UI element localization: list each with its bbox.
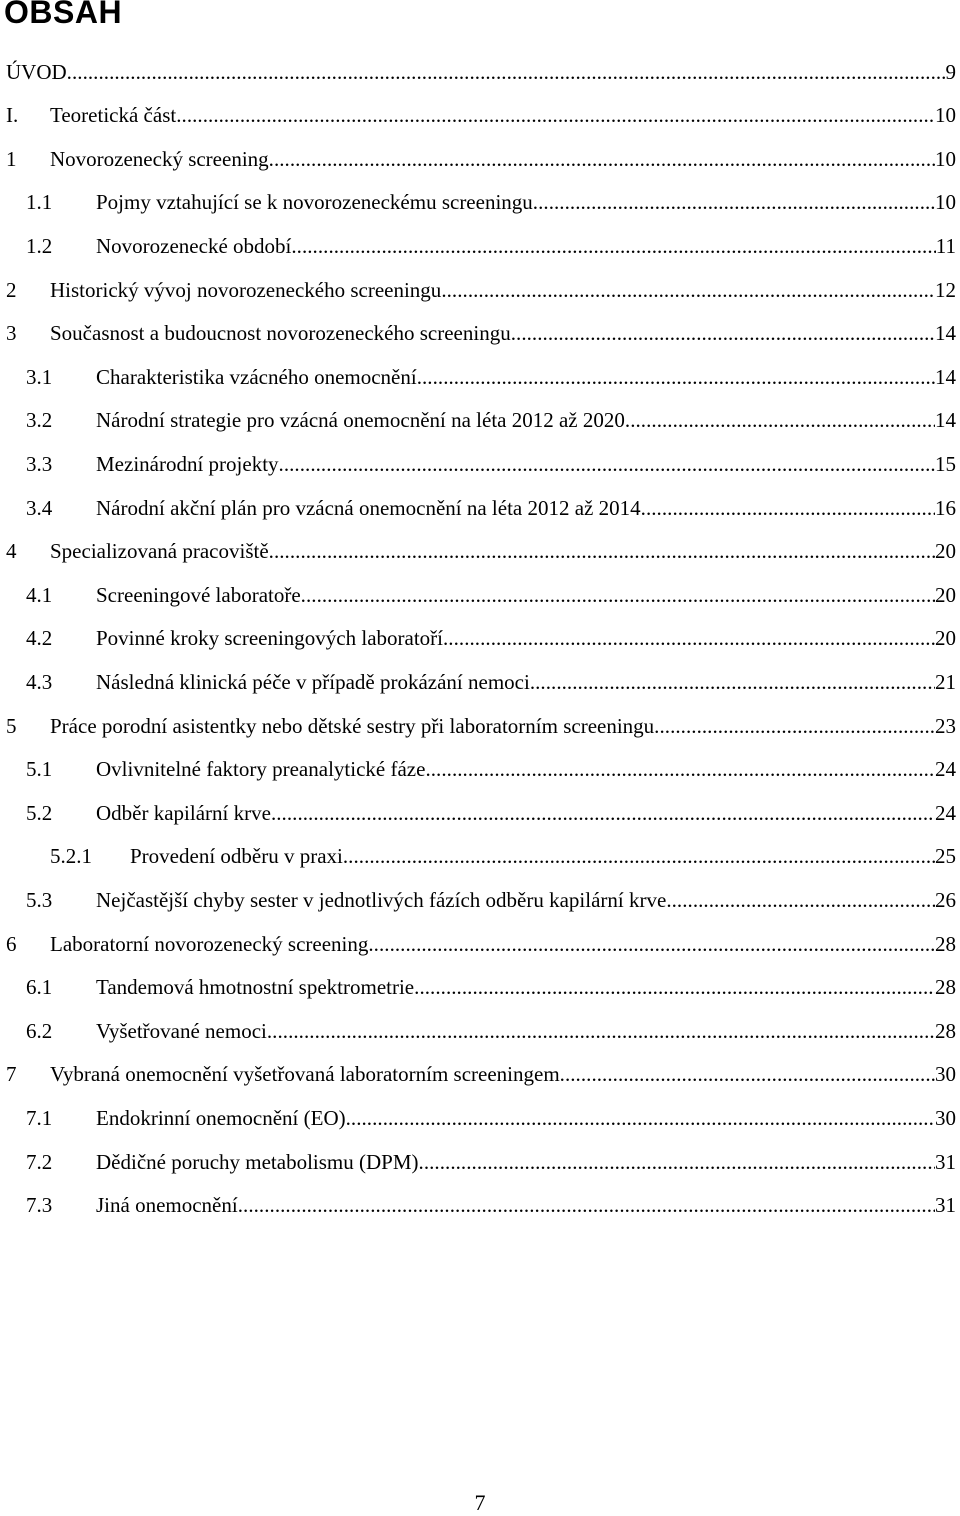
toc-entry-page: 11 <box>936 236 960 257</box>
toc-entry[interactable] <box>0 791 960 835</box>
toc-entry-page: 25 <box>935 846 960 867</box>
toc-entry-label: ÚVOD <box>6 62 67 83</box>
toc-entry[interactable] <box>0 268 960 312</box>
toc-entry-page: 14 <box>935 367 960 388</box>
toc-entry-number: 3.4 <box>26 498 52 519</box>
toc-entry-page: 26 <box>935 890 960 911</box>
toc-entry-page: 20 <box>935 628 960 649</box>
toc-entry-line <box>50 541 960 562</box>
toc-entry-label: Jiná onemocnění <box>96 1195 238 1216</box>
toc-entry-number: 5 <box>6 716 17 737</box>
dot-leader <box>176 105 935 126</box>
dot-leader <box>414 977 935 998</box>
toc-entry-line <box>96 367 960 388</box>
page-title: OBSAH <box>4 0 122 31</box>
dot-leader <box>269 149 935 170</box>
toc-entry[interactable] <box>0 922 960 966</box>
dot-leader <box>625 410 935 431</box>
toc-entry-number: 7 <box>6 1064 17 1085</box>
toc-entry-number: 3 <box>6 323 17 344</box>
toc-entry-number: 5.3 <box>26 890 52 911</box>
toc-entry-number: I. <box>6 105 18 126</box>
dot-leader <box>279 454 935 475</box>
dot-leader <box>346 1108 935 1129</box>
toc-entry-label: Screeningové laboratoře <box>96 585 301 606</box>
toc-entry-line <box>96 803 960 824</box>
toc-entry-page: 24 <box>935 759 960 780</box>
toc-entry-number: 1.1 <box>26 192 52 213</box>
toc-entry[interactable] <box>0 617 960 661</box>
toc-entry-label: Současnost a budoucnost novorozeneckého screeningu <box>50 323 511 344</box>
toc-entry[interactable] <box>0 748 960 792</box>
toc-entry-page: 31 <box>935 1195 960 1216</box>
dot-leader <box>666 890 935 911</box>
toc-entry-number: 6.2 <box>26 1021 52 1042</box>
toc-entry[interactable] <box>0 660 960 704</box>
dot-leader <box>271 803 935 824</box>
toc-entry-page: 21 <box>935 672 960 693</box>
toc-entry-page: 14 <box>935 323 960 344</box>
toc-entry-line <box>96 1152 960 1173</box>
toc-entry-page: 28 <box>935 977 960 998</box>
toc-entry-label: Národní strategie pro vzácná onemocnění na léta 2012 až 2020 <box>96 410 625 431</box>
toc-entry-label: Vyšetřované nemoci <box>96 1021 267 1042</box>
toc-entry-line <box>96 585 960 606</box>
toc-entry[interactable] <box>0 1140 960 1184</box>
toc-entry-label: Následná klinická péče v případě prokázání nemoci <box>96 672 530 693</box>
toc-entry-label: Tandemová hmotnostní spektrometrie <box>96 977 414 998</box>
dot-leader <box>654 716 935 737</box>
toc-entry-label: Specializovaná pracoviště <box>50 541 269 562</box>
toc-entry-page: 20 <box>935 585 960 606</box>
toc-entry-line <box>96 192 960 213</box>
toc-entry[interactable] <box>0 399 960 443</box>
toc-entry-line <box>50 323 960 344</box>
toc-entry-line <box>50 105 960 126</box>
toc-entry-number: 4.1 <box>26 585 52 606</box>
toc-entry[interactable] <box>0 181 960 225</box>
toc-entry-line <box>50 934 960 955</box>
toc-entry-page: 28 <box>935 1021 960 1042</box>
toc-entry-number: 3.3 <box>26 454 52 475</box>
toc-entry-page: 30 <box>935 1108 960 1129</box>
toc-entry-number: 6 <box>6 934 17 955</box>
toc-entry-line <box>96 759 960 780</box>
dot-leader <box>67 62 946 83</box>
toc-entry-line <box>50 149 960 170</box>
toc-entry-label: Teoretická část <box>50 105 176 126</box>
toc-entry-line <box>96 236 960 257</box>
toc-entry-page: 20 <box>935 541 960 562</box>
toc-entry-line <box>96 977 960 998</box>
toc-entry-page: 9 <box>946 62 960 83</box>
toc-entry-number: 4.2 <box>26 628 52 649</box>
toc-entry-label: Provedení odběru v praxi <box>130 846 343 867</box>
dot-leader <box>419 1152 935 1173</box>
dot-leader <box>269 541 935 562</box>
toc-entry-line <box>6 62 960 83</box>
toc-entry-label: Vybraná onemocnění vyšetřovaná laboratorním screeningem <box>50 1064 560 1085</box>
dot-leader <box>533 192 935 213</box>
toc-entry-label: Endokrinní onemocnění (EO) <box>96 1108 346 1129</box>
toc-entry-page: 30 <box>935 1064 960 1085</box>
toc-entry-label: Mezinárodní projekty <box>96 454 279 475</box>
toc-entry-label: Národní akční plán pro vzácná onemocnění na léta 2012 až 2014 <box>96 498 641 519</box>
toc-entry[interactable] <box>0 442 960 486</box>
toc-entry-number: 1.2 <box>26 236 52 257</box>
toc-entry-number: 7.1 <box>26 1108 52 1129</box>
toc-entry-page: 16 <box>935 498 960 519</box>
toc-entry-page: 10 <box>935 192 960 213</box>
toc-entry-number: 3.2 <box>26 410 52 431</box>
toc-entry-page: 14 <box>935 410 960 431</box>
toc-entry-number: 7.2 <box>26 1152 52 1173</box>
toc-entry-label: Novorozenecký screening <box>50 149 269 170</box>
toc-entry[interactable] <box>0 966 960 1010</box>
dot-leader <box>560 1064 935 1085</box>
toc-entry-number: 5.2.1 <box>50 846 92 867</box>
toc-entry-label: Novorozenecké období <box>96 236 291 257</box>
dot-leader <box>238 1195 935 1216</box>
toc-entry-line <box>96 1195 960 1216</box>
toc-entry[interactable] <box>0 1096 960 1140</box>
toc-entry-label: Pojmy vztahující se k novorozeneckému screeningu <box>96 192 533 213</box>
toc-entry[interactable] <box>0 530 960 574</box>
toc-entry-line <box>96 1021 960 1042</box>
toc-entry[interactable] <box>0 355 960 399</box>
toc-entry-number: 2 <box>6 280 17 301</box>
toc-entry-label: Nejčastější chyby sester v jednotlivých fázích odběru kapilární krve <box>96 890 666 911</box>
toc-entry-label: Odběr kapilární krve <box>96 803 271 824</box>
toc-entry[interactable] <box>0 312 960 356</box>
toc-entry[interactable] <box>0 878 960 922</box>
toc-entry-page: 31 <box>935 1152 960 1173</box>
dot-leader <box>267 1021 935 1042</box>
dot-leader <box>417 367 935 388</box>
dot-leader <box>511 323 935 344</box>
toc-entry-page: 10 <box>935 149 960 170</box>
toc-entry-number: 4 <box>6 541 17 562</box>
toc-entry-line <box>96 454 960 475</box>
toc-entry-line <box>96 672 960 693</box>
toc-entry[interactable] <box>0 573 960 617</box>
dot-leader <box>343 846 935 867</box>
toc-entry-number: 3.1 <box>26 367 52 388</box>
toc-entry-line <box>50 716 960 737</box>
toc-entry[interactable] <box>0 94 960 138</box>
toc-entry-page: 10 <box>935 105 960 126</box>
toc-entry-number: 6.1 <box>26 977 52 998</box>
toc-entry-page: 15 <box>935 454 960 475</box>
toc-entry-line <box>50 1064 960 1085</box>
toc-entry-label: Laboratorní novorozenecký screening <box>50 934 368 955</box>
toc-entry-line <box>50 280 960 301</box>
toc-entry[interactable] <box>0 1184 960 1228</box>
toc-entry-line <box>96 890 960 911</box>
toc-entry-page: 12 <box>935 280 960 301</box>
dot-leader <box>291 236 935 257</box>
toc-entry-number: 4.3 <box>26 672 52 693</box>
toc-entry-label: Charakteristika vzácného onemocnění <box>96 367 417 388</box>
dot-leader <box>530 672 935 693</box>
toc-entry-label: Dědičné poruchy metabolismu (DPM) <box>96 1152 419 1173</box>
toc-entry[interactable] <box>0 486 960 530</box>
toc-entry-label: Povinné kroky screeningových laboratoří <box>96 628 443 649</box>
toc-entry-number: 7.3 <box>26 1195 52 1216</box>
toc-entry[interactable] <box>0 137 960 181</box>
toc-entry[interactable] <box>0 1009 960 1053</box>
toc-entry-page: 24 <box>935 803 960 824</box>
dot-leader <box>641 498 935 519</box>
toc-entry-label: Historický vývoj novorozeneckého screeningu <box>50 280 441 301</box>
toc-entry[interactable] <box>0 835 960 879</box>
toc-entry-label: Práce porodní asistentky nebo dětské sestry při laboratorním screeningu <box>50 716 654 737</box>
dot-leader <box>441 280 935 301</box>
toc-entry[interactable] <box>0 224 960 268</box>
toc-entry-page: 23 <box>935 716 960 737</box>
toc-entry-number: 5.1 <box>26 759 52 780</box>
toc-entry-line <box>96 410 960 431</box>
toc-entry-line <box>96 1108 960 1129</box>
toc-entry-page: 28 <box>935 934 960 955</box>
toc-entry[interactable] <box>0 50 960 94</box>
toc-entry-label: Ovlivnitelné faktory preanalytické fáze <box>96 759 425 780</box>
toc-entry-line <box>96 498 960 519</box>
toc-entry-line <box>96 628 960 649</box>
toc-entry[interactable] <box>0 704 960 748</box>
page-number: 7 <box>0 1490 960 1516</box>
dot-leader <box>301 585 935 606</box>
toc-entry-line <box>130 846 960 867</box>
dot-leader <box>425 759 935 780</box>
toc-entry[interactable] <box>0 1053 960 1097</box>
dot-leader <box>368 934 935 955</box>
toc-entry-number: 1 <box>6 149 17 170</box>
toc-entry-number: 5.2 <box>26 803 52 824</box>
dot-leader <box>443 628 935 649</box>
